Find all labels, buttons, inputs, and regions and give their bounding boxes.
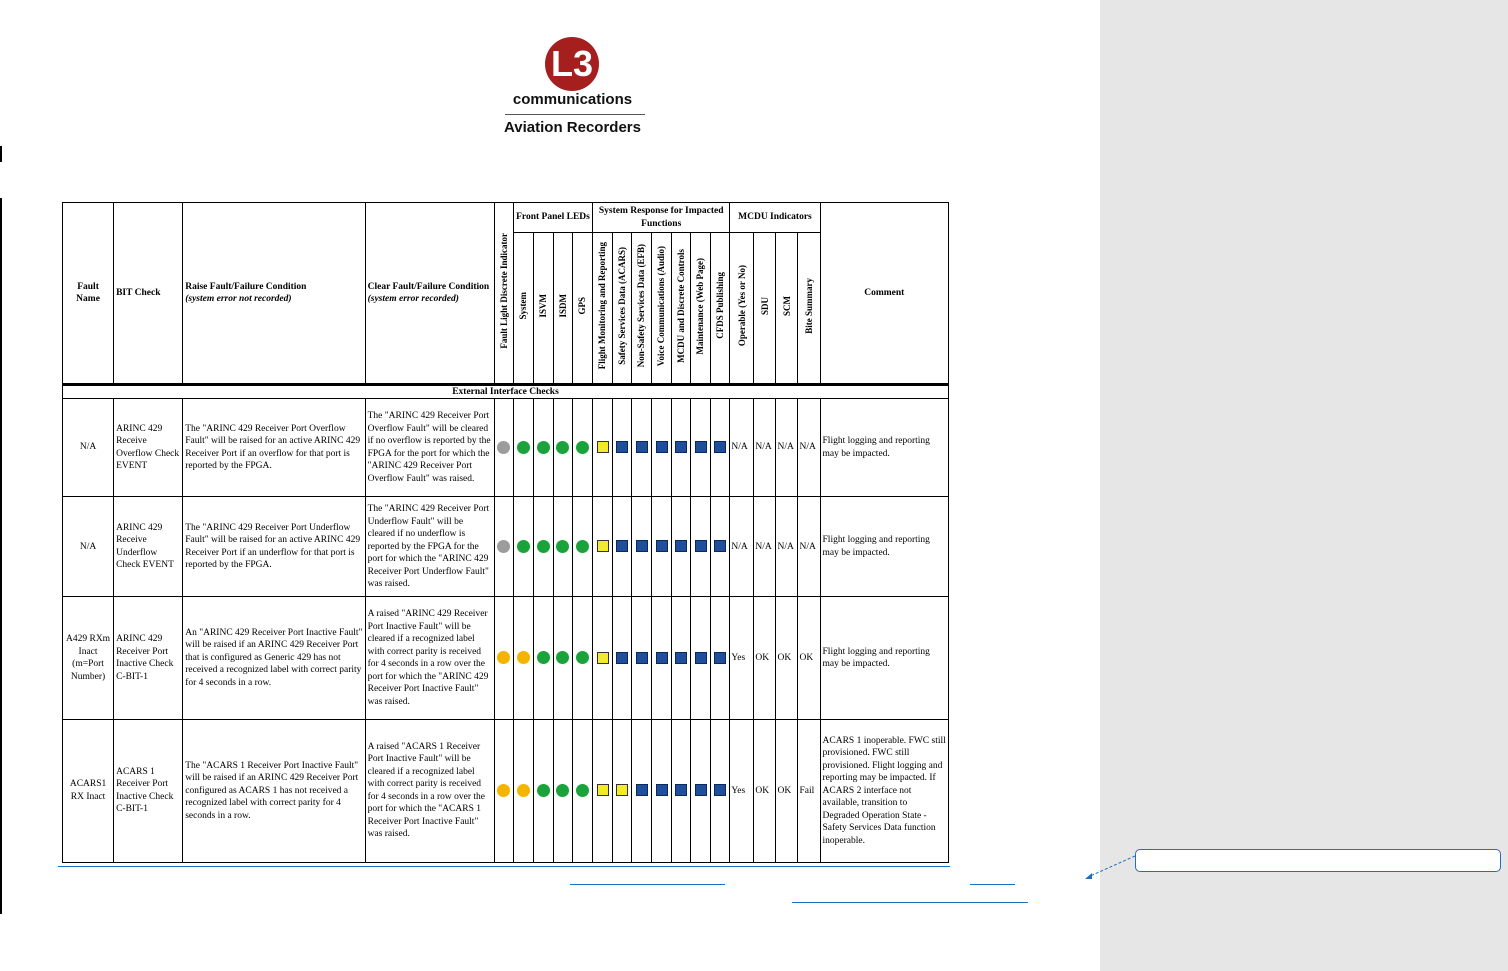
blue-status-icon	[675, 441, 687, 453]
response-cell	[613, 719, 632, 862]
bit-check: ARINC 429 Receive Underflow Check EVENT	[114, 497, 183, 597]
blue-status-icon	[695, 441, 707, 453]
blue-status-icon	[656, 441, 668, 453]
led-cell	[513, 399, 533, 497]
header-resp-label: Voice Communications (Audio)	[656, 245, 667, 366]
green-led-icon	[517, 441, 530, 454]
blue-status-icon	[636, 652, 648, 664]
green-led-icon	[537, 441, 550, 454]
response-cell	[632, 497, 652, 597]
response-cell	[672, 399, 691, 497]
response-cell	[632, 597, 652, 719]
mcdu-bite: OK	[798, 597, 820, 719]
header-mcdu-scm	[776, 233, 798, 385]
blue-status-icon	[714, 784, 726, 796]
response-cell	[711, 719, 730, 862]
mcdu-scm: OK	[776, 597, 798, 719]
markup-pane	[1100, 0, 1508, 971]
response-cell	[672, 497, 691, 597]
response-cell	[613, 597, 632, 719]
led-cell	[533, 597, 553, 719]
clear-condition: The "ARINC 429 Receiver Port Underflow Fault" will be cleared if no underflow is reported by the FPGA for the port for which the "ARINC 429 Receiver Port Underflow Fault" was raised.	[365, 497, 494, 597]
response-cell	[593, 399, 613, 497]
led-cell	[573, 497, 593, 597]
blue-status-icon	[714, 652, 726, 664]
header-resp-label: Non-Safety Services Data (EFB)	[636, 244, 647, 368]
header-resp-label: CFDS Publishing	[715, 272, 726, 340]
green-led-icon	[576, 540, 589, 553]
blue-status-icon	[675, 652, 687, 664]
response-cell	[711, 497, 730, 597]
logo-division: Aviation Recorders	[504, 119, 641, 136]
header-system-response: System Response for Impacted Functions	[593, 203, 730, 233]
mcdu-sdu: OK	[754, 597, 776, 719]
yellow-status-icon	[597, 441, 609, 453]
led-cell	[533, 399, 553, 497]
gray-indicator-icon	[497, 441, 510, 454]
clear-condition: A raised "ACARS 1 Receiver Port Inactive Fault" will be cleared if a recognized label with correct parity is received for 4 seconds in a row over the port for which the "ACARS 1 Receiver Port Inactive Fault" was raised.	[365, 719, 494, 862]
revision-underline	[570, 884, 725, 885]
clear-condition: The "ARINC 429 Receiver Port Overflow Fault" will be cleared if no overflow is reported by the FPGA for the port for which the "ARINC 429 Receiver Port Overflow Fault" was raised.	[365, 399, 494, 497]
revision-underline	[792, 902, 1028, 903]
logo-circle	[545, 37, 599, 91]
blue-status-icon	[656, 540, 668, 552]
mcdu-operable: Yes	[730, 597, 754, 719]
fault-light-cell	[494, 497, 513, 597]
gray-indicator-icon	[497, 540, 510, 553]
header-clear-title: Clear Fault/Failure Condition	[367, 281, 490, 292]
blue-status-icon	[714, 441, 726, 453]
yellow-status-icon	[597, 784, 609, 796]
mcdu-scm: N/A	[776, 399, 798, 497]
yellow-status-icon	[616, 784, 628, 796]
fault-name: N/A	[63, 497, 114, 597]
blue-status-icon	[675, 784, 687, 796]
comment-balloon[interactable]	[1135, 849, 1501, 872]
blue-status-icon	[695, 784, 707, 796]
blue-status-icon	[616, 652, 628, 664]
amber-led-icon	[517, 784, 530, 797]
header-resp-label: Flight Monitoring and Reporting	[597, 242, 608, 370]
header-resp-safety-services	[613, 233, 632, 385]
table-row	[63, 597, 949, 719]
table-row	[63, 497, 949, 597]
raise-condition: The "ACARS 1 Receiver Port Inactive Fault" will be raised if an ARINC 429 Receiver Port configured as ACARS 1 has not received a recognized label with correct parity for 4 seconds in a row.	[183, 719, 365, 862]
header-mcdu-operable	[730, 233, 754, 385]
fault-light-cell	[494, 719, 513, 862]
table-row	[63, 719, 949, 862]
clear-condition: A raised "ARINC 429 Receiver Port Inactive Fault" will be cleared if a recognized label with correct parity is received for 4 seconds in a row over the port for which the "ARINC 429 Receiver Port Inactive Fault" was raised.	[365, 597, 494, 719]
led-cell	[553, 497, 572, 597]
amber-indicator-icon	[497, 784, 510, 797]
header-mcdu-label: SCM	[781, 295, 792, 316]
amber-led-icon	[517, 651, 530, 664]
led-cell	[513, 497, 533, 597]
mcdu-bite: N/A	[798, 497, 820, 597]
fault-name: N/A	[63, 399, 114, 497]
response-cell	[613, 399, 632, 497]
table-row	[63, 399, 949, 497]
header-mcdu-sdu	[754, 233, 776, 385]
blue-status-icon	[616, 540, 628, 552]
led-cell	[553, 719, 572, 862]
mcdu-operable: Yes	[730, 719, 754, 862]
response-cell	[593, 719, 613, 862]
blue-status-icon	[636, 540, 648, 552]
bit-check: ACARS 1 Receiver Port Inactive Check C-BIT-1	[114, 719, 183, 862]
l3-logo	[490, 35, 655, 140]
header-resp-voice	[652, 233, 672, 385]
response-cell	[593, 597, 613, 719]
raise-condition: The "ARINC 429 Receiver Port Overflow Fault" will be raised for an active ARINC 429 Receiver Port if an overflow for that port is reported by the FPGA.	[183, 399, 365, 497]
green-led-icon	[537, 784, 550, 797]
header-mcdu-indicators: MCDU Indicators	[730, 203, 820, 233]
header-led-gps	[573, 233, 593, 385]
response-cell	[672, 597, 691, 719]
fault-name: A429 RXm Inact (m=Port Number)	[63, 597, 114, 719]
green-led-icon	[556, 784, 569, 797]
header-resp-label: MCDU and Discrete Controls	[675, 248, 686, 363]
led-cell	[533, 497, 553, 597]
mcdu-bite: N/A	[798, 399, 820, 497]
led-cell	[553, 399, 572, 497]
blue-status-icon	[656, 652, 668, 664]
header-comment: Comment	[820, 203, 948, 385]
mcdu-sdu: N/A	[754, 399, 776, 497]
mcdu-operable: N/A	[730, 497, 754, 597]
logo-company: communications	[512, 91, 633, 108]
blue-status-icon	[656, 784, 668, 796]
fault-light-cell	[494, 399, 513, 497]
mcdu-sdu: N/A	[754, 497, 776, 597]
response-cell	[593, 497, 613, 597]
header-fault-name: Fault Name	[63, 203, 114, 385]
callout-connector-icon	[1084, 855, 1136, 881]
header-led-isdm-label: ISDM	[557, 293, 568, 318]
header-bit-check: BIT Check	[114, 203, 183, 385]
change-bar	[0, 198, 2, 914]
blue-status-icon	[695, 540, 707, 552]
mcdu-operable: N/A	[730, 399, 754, 497]
fault-table	[62, 202, 949, 863]
header-led-gps-label: GPS	[577, 296, 588, 315]
header-led-isvm-label: ISVM	[538, 293, 549, 318]
blue-status-icon	[714, 540, 726, 552]
comment: Flight logging and reporting may be impacted.	[820, 399, 948, 497]
green-led-icon	[556, 441, 569, 454]
header-led-isdm	[553, 233, 572, 385]
green-led-icon	[517, 540, 530, 553]
blue-status-icon	[636, 784, 648, 796]
response-cell	[691, 497, 711, 597]
yellow-status-icon	[597, 652, 609, 664]
amber-indicator-icon	[497, 651, 510, 664]
green-led-icon	[576, 651, 589, 664]
bit-check: ARINC 429 Receiver Port Inactive Check C-BIT-1	[114, 597, 183, 719]
mcdu-scm: OK	[776, 719, 798, 862]
blue-status-icon	[675, 540, 687, 552]
header-raise-title: Raise Fault/Failure Condition	[185, 281, 307, 292]
header-mcdu-label: Bite Summary	[803, 277, 814, 334]
raise-condition: An "ARINC 429 Receiver Port Inactive Fault" will be raised if an ARINC 429 Receiver Port that is configured as Generic 429 has not received a recognized label with correct parity for 4 seconds in a row.	[183, 597, 365, 719]
blue-status-icon	[616, 441, 628, 453]
header-led-system-label: System	[518, 292, 529, 320]
revision-underline	[58, 866, 950, 867]
comment: Flight logging and reporting may be impacted.	[820, 597, 948, 719]
header-mcdu-bite	[798, 233, 820, 385]
led-cell	[533, 719, 553, 862]
comment: ACARS 1 inoperable. FWC still provisioned. FWC still provisioned. Flight logging and reporting may be impacted. If ACARS 2 interface not available, transition to Degraded Operation State - Safety Services Data function inoperable.	[820, 719, 948, 862]
blue-status-icon	[695, 652, 707, 664]
raise-condition: The "ARINC 429 Receiver Port Underflow Fault" will be raised for an active ARINC 429 Receiver Port if an underflow for that port is reported by the FPGA.	[183, 497, 365, 597]
header-clear-condition	[365, 203, 494, 385]
header-resp-label: Maintenance (Web Page)	[695, 257, 706, 354]
response-cell	[613, 497, 632, 597]
header-mcdu-label: Operable (Yes or No)	[736, 265, 747, 347]
led-cell	[573, 719, 593, 862]
header-raise-condition	[183, 203, 365, 385]
header-led-isvm	[533, 233, 553, 385]
comment: Flight logging and reporting may be impacted.	[820, 497, 948, 597]
fault-light-cell	[494, 597, 513, 719]
mcdu-scm: N/A	[776, 497, 798, 597]
logo-divider	[505, 114, 645, 115]
header-resp-non-safety	[632, 233, 652, 385]
response-cell	[711, 597, 730, 719]
green-led-icon	[556, 651, 569, 664]
header-mcdu-label: SDU	[759, 296, 770, 315]
mcdu-bite: Fail	[798, 719, 820, 862]
header-resp-maintenance	[691, 233, 711, 385]
header-clear-note: (system error recorded)	[367, 294, 459, 304]
fault-name: ACARS1 RX Inact	[63, 719, 114, 862]
header-resp-label: Safety Services Data (ACARS)	[616, 246, 627, 365]
logo-mark: L3	[550, 43, 593, 84]
green-led-icon	[537, 540, 550, 553]
header-fault-light	[494, 203, 513, 385]
response-cell	[691, 399, 711, 497]
header-resp-flight-monitoring	[593, 233, 613, 385]
green-led-icon	[537, 651, 550, 664]
bit-check: ARINC 429 Receive Overflow Check EVENT	[114, 399, 183, 497]
response-cell	[652, 399, 672, 497]
response-cell	[632, 719, 652, 862]
section-title: External Interface Checks	[63, 385, 949, 399]
green-led-icon	[576, 784, 589, 797]
mcdu-sdu: OK	[754, 719, 776, 862]
blue-status-icon	[636, 441, 648, 453]
revision-underline	[970, 884, 1015, 885]
header-raise-note: (system error not recorded)	[185, 294, 292, 304]
response-cell	[691, 597, 711, 719]
response-cell	[652, 597, 672, 719]
header-resp-mcdu-discrete	[672, 233, 691, 385]
header-resp-cfds	[711, 233, 730, 385]
led-cell	[513, 719, 533, 862]
response-cell	[691, 719, 711, 862]
led-cell	[573, 399, 593, 497]
response-cell	[632, 399, 652, 497]
response-cell	[711, 399, 730, 497]
yellow-status-icon	[597, 540, 609, 552]
response-cell	[652, 719, 672, 862]
header-fault-light-label: Fault Light Discrete Indicator	[498, 232, 509, 349]
header-led-system	[513, 233, 533, 385]
response-cell	[652, 497, 672, 597]
led-cell	[573, 597, 593, 719]
led-cell	[553, 597, 572, 719]
green-led-icon	[556, 540, 569, 553]
green-led-icon	[576, 441, 589, 454]
change-bar	[0, 146, 2, 162]
header-front-panel: Front Panel LEDs	[513, 203, 592, 233]
response-cell	[672, 719, 691, 862]
led-cell	[513, 597, 533, 719]
